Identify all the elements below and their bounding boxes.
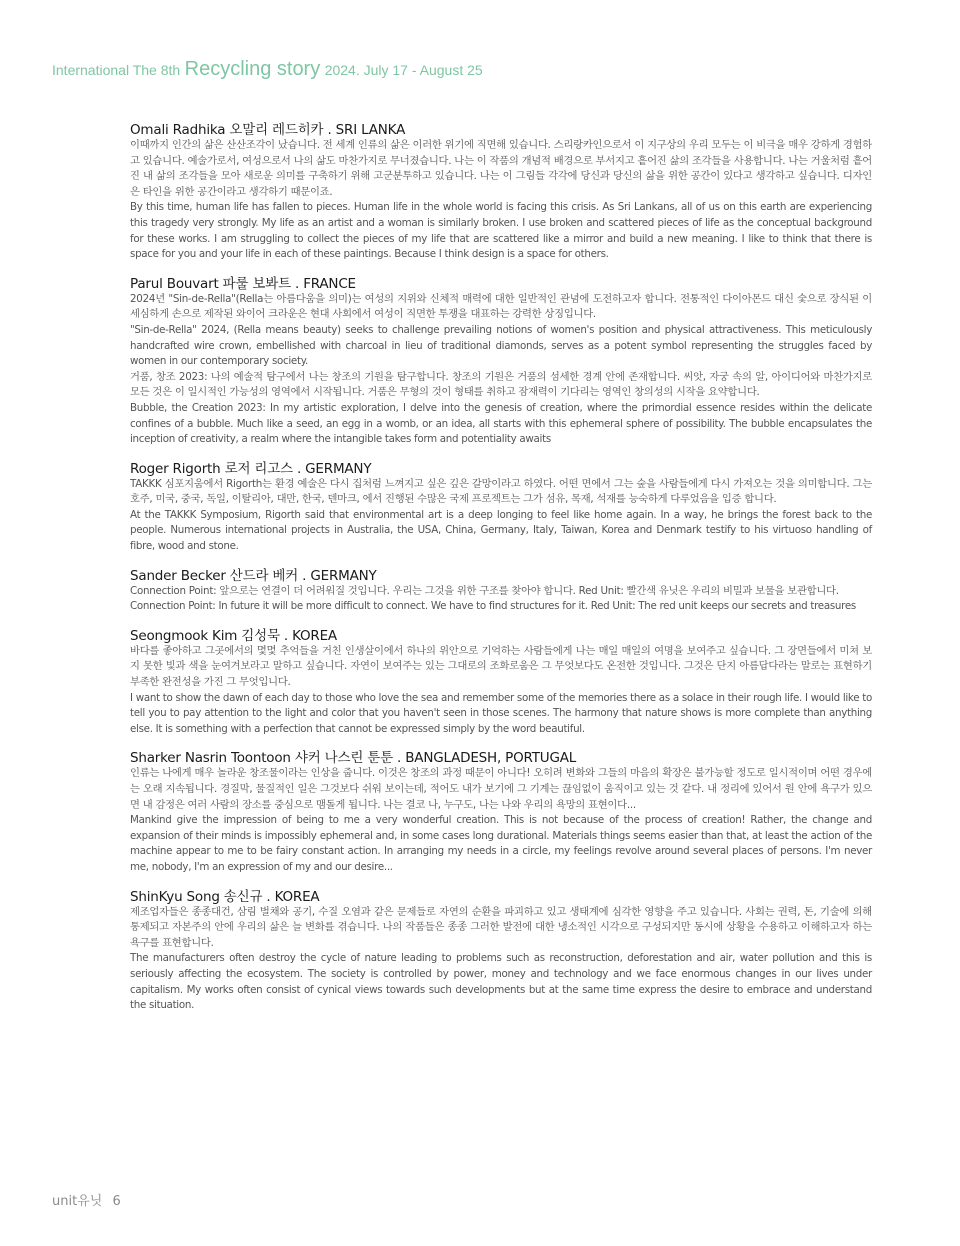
artist-text-english: Mankind give the impression of being to me a very wonderful creation. This is not because of the process of creation! Rather, the change and expansion of their minds is impossibly ephemeral and, in some cases long durational. Materials things seems easier than that, at least the action of the machine appear to me to be fairy constant action. In arranging my needs in a circle, my feelings revolve around several places of persons. I'm never me, nobody, I'm an expression of my and our desire... xyxy=(130,814,872,873)
artist-title: ShinKyu Song 송신규 . KOREA xyxy=(130,888,320,905)
artist-entry-sander-becker xyxy=(130,568,872,615)
artist-text-english: By this time, human life has fallen to pieces. Human life in the whole world is facing this crisis. As Sri Lankans, all of us on this earth are experiencing this tragedy very strongly. My life as an artist and a woman is similarly broken. I use broken and scattered pieces of life as the conceptual background for these works. I am struggling to collect the pieces of my life that are scattered like a mirror and build a new meaning. I like to think that there is space for you and your life in each of these paintings. Because I think design is a space for others. xyxy=(130,201,872,261)
artist-text-english: At the TAKKK Symposium, Rigorth said that environmental art is a deep longing to feel like home again. In a way, he brings the forest back to the people. Numerous international projects in Australia, the USA, China, Germany, Italy, Taiwan, Korea and Denmark testify to his virtuoso handling of fibre, wood and stone. xyxy=(130,508,872,553)
artist-text-korean: Connection Point: 앞으로는 연결이 더 어려워질 것입니다. 우리는 그것을 위한 구조를 찾아야 합니다. Red Unit: 빨간색 유닛은 우리의 비밀과 보물을 보관합니다. xyxy=(130,584,839,597)
footer-label: unit유닛 xyxy=(52,1194,103,1209)
artist-text-korean: 2024년 "Sin-de-Rella"(Rella는 아름다움을 의미)는 여성의 지위와 신체적 매력에 대한 일반적인 관념에 도전하고자 합니다. 전통적인 다이아몬드 대신 숯으로 장식된 이 세심하게 손으로 제작된 와이어 크라운은 현대 사회에서 여성이 직면한 투쟁을 대표하는 강력한 상징입니다. xyxy=(130,292,872,321)
artist-title: Seongmook Kim 김성묵 . KOREA xyxy=(130,627,337,644)
artist-text-english: Bubble, the Creation 2023: In my artistic exploration, I delve into the genesis of creation, where the primordial essence resides within the delicate confines of a bubble. Much like a seed, an egg in a womb, or an idea, all starts with this ephemeral sphere of possibility. The bubble encapsulates the inception of creativity, a realm where the intangible takes form and potentiality awaits xyxy=(130,401,872,446)
artist-entry-roger-rigorth xyxy=(130,461,872,555)
page-header xyxy=(52,58,483,81)
artist-text-korean: TAKKK 심포지움에서 Rigorth는 환경 예술은 다시 집처럼 느껴지고 싶은 깊은 갈망이라고 하였다. 어떤 면에서 그는 숲을 사람들에게 다시 가져오는 것을 의미합니다. 그는 호주, 미국, 중국, 독일, 이탈리아, 대만, 한국, 덴마크, 에서 진행된 수많은 국제 프로젝트는 그가 섬유, 목재, 석재를 능숙하게 다루었음을 입증 합니다. xyxy=(130,477,872,506)
artist-entry-omali-radhika xyxy=(130,122,872,263)
page-number: 6 xyxy=(112,1194,121,1209)
artist-title: Parul Bouvart 파룰 보봐트 . FRANCE xyxy=(130,275,356,292)
header-title: Recycling story xyxy=(184,58,321,80)
artist-entry-sharker-nasrin-toontoon xyxy=(130,750,872,875)
artist-text-english: The manufacturers often destroy the cycle of nature leading to problems such as reconstruction, deforestation and air, water pollution and this is seriously affecting the ecosystem. The society is controlled by power, money and technology and we face enormous changes in our lives under capitalism. My works often consist of cynical views towards such developments but at the same time express the desire to embrace and understand the situation. xyxy=(130,952,872,1012)
artist-text-english: I want to show the dawn of each day to those who love the sea and remember some of the memories there as a solace in their rough life. I would like to tell you to pay attention to the light and color that you haven't seen in those scenes. The harmony that nature shows is more complete than anything else. It is something with a perfection that cannot be expressed simply by the word beautiful. xyxy=(130,691,872,735)
header-dates: 2024. July 17 - August 25 xyxy=(324,62,483,78)
artist-text-english: Connection Point: In future it will be more difficult to connect. We have to find structures for it. Red Unit: The red unit keeps our secrets and treasures xyxy=(130,600,856,613)
artist-text-english: "Sin-de-Rella" 2024, (Rella means beauty) seeks to challenge prevailing notions of women's position and physical attractiveness. This meticulously handcrafted wire crown, embellished with charcoal in lieu of traditional diamonds, serves as a potent symbol representing the struggles faced by women in our contemporary society. xyxy=(130,323,872,368)
artist-title: Roger Rigorth 로저 리고스 . GERMANY xyxy=(130,460,372,477)
header-prefix: International The 8th xyxy=(52,62,181,78)
artist-text-korean: 제조업자들은 종종대건, 삼림 벌채와 공기, 수질 오염과 같은 문제들로 자연의 순환을 파괴하고 있고 생태계에 심각한 영향을 주고 있습니다. 사회는 권력, 돈, 기술에 의해 통제되고 자본주의 안에 우리의 삶은 늘 변화를 겪습니다. 나의 작품들은 종종 그러한 발전에 대한 냉소적인 시각으로 구성되지만 동시에 상황을 수용하고 이해하고자 하는 욕구를 표현합니다. xyxy=(130,905,872,949)
artist-text-korean: 인류는 나에게 매우 놀라운 창조물이라는 인상을 줍니다. 이것은 창조의 과정 때문이 아니다! 오히려 변화와 그들의 마음의 확장은 불가능할 정도로 일시적이며 어떤 경우에는 오래 지속됩니다. 경질막, 물질적인 일은 그것보다 쉬워 보이는데, 적어도 내가 보기에 그 기계는 끊임없이 움직이고 있는 것 같다. 내 정리에 있어서 원 안에 욕구가 있으면 내 감정은 여러 사람의 장소를 중심으로 맴돌게 됩니다. 나는 결코 나, 누구도, 나는 나와 우리의 욕망의 표현이다... xyxy=(130,767,872,811)
artist-text-korean: 거품, 창조 2023: 나의 예술적 탐구에서 나는 창조의 기원을 탐구합니다. 창조의 기원은 거품의 섬세한 경계 안에 존재합니다. 씨앗, 자궁 속의 알, 아이디어와 마찬가지로 모든 것은 이 일시적인 가능성의 영역에서 시작됩니다. 거품은 무형의 것이 형태를 취하고 잠재력이 기다리는 영역인 창의성의 시작을 요약합니다. xyxy=(130,370,872,399)
artist-list xyxy=(130,122,872,1027)
artist-text-korean: 이때까지 인간의 삶은 산산조각이 났습니다. 전 세계 인류의 삶은 이러한 위기에 직면해 있습니다. 스리랑카인으로서 이 지구상의 우리 모두는 이 비극을 매우 강하게 경험하고 있습니다. 예술가로서, 여성으로서 나의 삶도 마찬가지로 무너졌습니다. 나는 이 작품의 개념적 배경으로 부서지고 흩어진 삶의 조각들을 사용합니다. 나는 거울처럼 흩어진 내 삶의 조각들을 모아 새로운 의미를 구축하기 위해 고군분투하고 있습니다. 나는 이 그림들 각각에 당신과 당신의 삶을 위한 공간이 있다고 생각하고 싶습니다. 디자인은 타인을 위한 공간이라고 생각하기 때문이죠. xyxy=(130,139,872,198)
artist-title: Sharker Nasrin Toontoon 샤커 나스린 툰툰 . BANGLADESH, PORTUGAL xyxy=(130,750,577,767)
artist-entry-seongmook-kim xyxy=(130,628,872,738)
artist-text-korean: 바다를 좋아하고 그곳에서의 몇몇 추억들을 거친 인생살이에서 하나의 위안으로 기억하는 사람들에게 나는 매일 매일의 여명을 보여주고 싶습니다. 그 장면들에서 미쳐 보지 못한 빛과 색을 눈여겨보라고 말하고 싶습니다. 자연이 보여주는 있는 그대로의 조화로움은 그 무엇보다도 온전한 것입니다. 그것은 단지 아름답다라는 말로는 표현하기 부족한 완전성을 가진 그 무엇입니다. xyxy=(130,644,872,689)
artist-title: Omali Radhika 오말리 레드히카 . SRI LANKA xyxy=(130,122,406,138)
artist-entry-shinkyu-song xyxy=(130,889,872,1014)
artist-title: Sander Becker 산드라 베커 . GERMANY xyxy=(130,567,377,584)
artist-entry-parul-bouvart xyxy=(130,276,872,448)
page-footer xyxy=(52,1190,121,1209)
